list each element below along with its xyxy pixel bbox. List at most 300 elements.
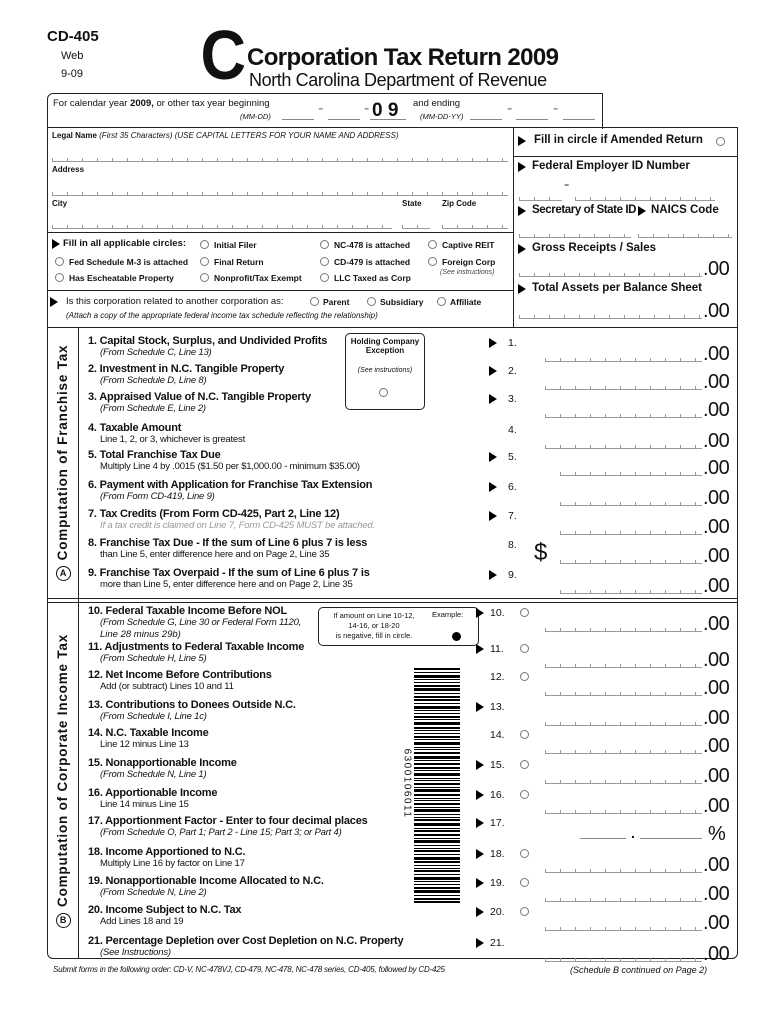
cents-label: .00 bbox=[703, 430, 730, 452]
holding-company-note: (See instructions) bbox=[357, 367, 413, 374]
line-subtitle: (See Instructions) bbox=[100, 947, 171, 958]
barcode-bar bbox=[414, 874, 460, 875]
naics-label: NAICS Code bbox=[651, 204, 719, 216]
arrow-icon bbox=[518, 136, 526, 146]
cents-label: .00 bbox=[703, 735, 730, 757]
line-number: 17. bbox=[490, 817, 505, 829]
end-date-hint: (MM-DD-YY) bbox=[420, 112, 464, 121]
line-number: 6. bbox=[508, 481, 517, 493]
line-title: 9. Franchise Tax Overpaid - If the sum of Line 6 plus 7 is bbox=[88, 567, 370, 579]
arrow-icon bbox=[489, 452, 497, 462]
end-day-field[interactable] bbox=[516, 118, 548, 120]
begin-year-value: 0 9 bbox=[372, 100, 399, 121]
amended-return-label: Fill in circle if Amended Return bbox=[534, 134, 703, 146]
cents-label: .00 bbox=[703, 854, 730, 876]
negative-amount-circle[interactable] bbox=[520, 672, 529, 681]
sos-id-label: Secretary of State ID bbox=[532, 204, 637, 216]
negative-amount-circle[interactable] bbox=[520, 907, 529, 916]
amount-field[interactable] bbox=[545, 809, 702, 814]
amount-field[interactable] bbox=[545, 663, 702, 668]
see-instructions-note: (See instructions) bbox=[440, 269, 495, 276]
percent-sign: % bbox=[708, 823, 726, 845]
amended-return-circle[interactable] bbox=[716, 137, 725, 146]
arrow-icon bbox=[489, 482, 497, 492]
amount-field[interactable] bbox=[560, 589, 702, 594]
barcode-bar bbox=[414, 834, 460, 836]
amount-field[interactable] bbox=[545, 444, 702, 449]
related-option-label: Parent bbox=[323, 297, 350, 307]
negative-amount-circle[interactable] bbox=[520, 760, 529, 769]
section-a-title-text: Computation of Franchise Tax bbox=[55, 344, 71, 561]
amount-field[interactable] bbox=[545, 868, 702, 873]
decimal-point: . bbox=[631, 825, 635, 841]
line-title: 6. Payment with Application for Franchise Tax Extension bbox=[88, 479, 373, 491]
barcode-bar bbox=[414, 675, 460, 678]
tax-year-prefix: For calendar year bbox=[53, 98, 131, 109]
option-circle[interactable] bbox=[200, 273, 209, 282]
total-assets-label: Total Assets per Balance Sheet bbox=[532, 282, 703, 294]
line-subtitle: (From Schedule D, Line 8) bbox=[100, 375, 207, 386]
barcode-bar bbox=[414, 823, 460, 826]
line-subtitle: (From Schedule I, Line 1c) bbox=[100, 711, 207, 722]
arrow-icon bbox=[476, 702, 484, 712]
line-title: 16. Apportionable Income bbox=[88, 787, 218, 799]
cents-label: .00 bbox=[703, 487, 730, 509]
cents-label: .00 bbox=[703, 399, 730, 421]
line-number: 12. bbox=[490, 671, 505, 683]
amount-field[interactable] bbox=[545, 413, 702, 418]
arrow-icon bbox=[518, 206, 526, 216]
cents-label: .00 bbox=[703, 765, 730, 787]
date-dash: - bbox=[364, 100, 370, 117]
line-number: 18. bbox=[490, 848, 505, 860]
amount-field[interactable] bbox=[560, 471, 702, 476]
cents-label: .00 bbox=[703, 943, 730, 965]
cents-label: .00 bbox=[703, 457, 730, 479]
barcode-bar bbox=[414, 787, 460, 788]
negative-amount-circle[interactable] bbox=[520, 730, 529, 739]
section-b-title-text: Computation of Corporate Income Tax bbox=[55, 633, 71, 907]
amount-field[interactable] bbox=[545, 385, 702, 390]
arrow-icon bbox=[518, 162, 526, 172]
line-number: 21. bbox=[490, 937, 505, 949]
arrow-icon bbox=[52, 239, 60, 249]
arrow-icon bbox=[489, 570, 497, 580]
barcode-bar bbox=[414, 881, 460, 882]
section-a-letter: A bbox=[56, 566, 71, 581]
legal-name-field[interactable] bbox=[52, 157, 508, 162]
cents-label: .00 bbox=[703, 883, 730, 905]
cents-label: .00 bbox=[703, 516, 730, 538]
begin-date-hint: (MM-DD) bbox=[240, 112, 271, 121]
barcode-bar bbox=[414, 730, 460, 731]
zip-field[interactable] bbox=[442, 224, 508, 229]
legal-name-label: Legal Name bbox=[52, 131, 97, 140]
related-option-circle[interactable] bbox=[310, 297, 319, 306]
form-number: CD-405 bbox=[47, 28, 99, 45]
date-dash: - bbox=[553, 100, 559, 117]
amount-field[interactable] bbox=[545, 957, 702, 962]
line-subtitle: (From Schedule C, Line 13) bbox=[100, 347, 212, 358]
cents-label: .00 bbox=[703, 545, 730, 567]
barcode-bar bbox=[414, 713, 460, 714]
barcode-bar bbox=[414, 890, 460, 893]
cents-label: .00 bbox=[703, 300, 730, 322]
line-subtitle: Add Lines 18 and 19 bbox=[100, 916, 184, 927]
amount-field[interactable] bbox=[545, 627, 702, 632]
line-title: 10. Federal Taxable Income Before NOL bbox=[88, 605, 288, 617]
arrow-icon bbox=[489, 366, 497, 376]
amount-field[interactable] bbox=[545, 721, 702, 726]
barcode-bar bbox=[414, 861, 460, 863]
begin-month-field[interactable] bbox=[282, 118, 314, 120]
amount-field[interactable] bbox=[545, 749, 702, 754]
arrow-icon bbox=[476, 849, 484, 859]
barcode-bar bbox=[414, 857, 460, 860]
arrow-icon bbox=[476, 790, 484, 800]
divider bbox=[47, 290, 513, 291]
barcode-bar bbox=[414, 752, 460, 754]
apportionment-whole-field[interactable] bbox=[580, 837, 626, 839]
barcode-bar bbox=[414, 756, 460, 759]
option-circle[interactable] bbox=[428, 240, 437, 249]
fein-label: Federal Employer ID Number bbox=[532, 160, 690, 172]
line-title: 12. Net Income Before Contributions bbox=[88, 669, 272, 681]
barcode-bar bbox=[414, 850, 460, 852]
option-label: Nonprofit/Tax Exempt bbox=[214, 273, 302, 283]
barcode-bar bbox=[414, 747, 460, 748]
barcode-bar bbox=[414, 733, 460, 734]
line-title: 11. Adjustments to Federal Taxable Income bbox=[88, 641, 305, 653]
form-revision: 9-09 bbox=[61, 68, 84, 80]
option-label: CD-479 is attached bbox=[334, 257, 411, 267]
tax-year-suffix: or other tax year beginning bbox=[153, 98, 270, 109]
line-title: 1. Capital Stock, Surplus, and Undivided Profits bbox=[88, 335, 328, 347]
line-title: 5. Total Franchise Tax Due bbox=[88, 449, 221, 461]
filled-circle-example bbox=[452, 632, 461, 641]
end-month-field[interactable] bbox=[470, 118, 502, 120]
line-subtitle: (From Schedule H, Line 5) bbox=[100, 653, 207, 664]
section-b-letter: B bbox=[56, 913, 71, 928]
line-subtitle: Line 14 minus Line 15 bbox=[100, 799, 189, 810]
tax-year-label bbox=[53, 98, 270, 109]
cents-label: .00 bbox=[703, 371, 730, 393]
arrow-icon bbox=[476, 938, 484, 948]
barcode-bar bbox=[414, 760, 460, 761]
fein-prefix-field[interactable] bbox=[519, 196, 562, 201]
arrow-icon bbox=[476, 878, 484, 888]
line-number: 13. bbox=[490, 701, 505, 713]
line-number: 8. bbox=[508, 539, 517, 551]
line-subtitle: (From Schedule N, Line 2) bbox=[100, 887, 207, 898]
cents-label: .00 bbox=[703, 343, 730, 365]
barcode-bar bbox=[414, 672, 460, 673]
barcode-bar bbox=[414, 783, 460, 785]
negative-note-line: is negative, fill in circle. bbox=[335, 631, 413, 640]
cents-label: .00 bbox=[703, 912, 730, 934]
arrow-icon bbox=[518, 244, 526, 254]
barcode-bar bbox=[414, 845, 460, 846]
begin-year-field[interactable] bbox=[370, 118, 406, 120]
cents-label: .00 bbox=[703, 707, 730, 729]
barcode-bar bbox=[414, 807, 460, 808]
line-title: 21. Percentage Depletion over Cost Depletion on N.C. Property bbox=[88, 935, 404, 947]
barcode-bar bbox=[414, 848, 460, 849]
dollar-sign: $ bbox=[534, 539, 547, 566]
apportionment-decimal-field[interactable] bbox=[640, 837, 702, 839]
divider bbox=[47, 232, 513, 233]
barcode-bar bbox=[414, 742, 460, 745]
barcode-bar bbox=[414, 773, 460, 776]
option-circle[interactable] bbox=[55, 257, 64, 266]
barcode-number: 6300106011 bbox=[401, 748, 413, 819]
line-title: 3. Appraised Value of N.C. Tangible Property bbox=[88, 391, 311, 403]
form-version: Web bbox=[61, 50, 84, 62]
negative-amount-circle[interactable] bbox=[520, 878, 529, 887]
barcode-bar bbox=[414, 778, 460, 779]
line-subtitle: (From Schedule N, Line 1) bbox=[100, 769, 207, 780]
arrow-icon bbox=[50, 297, 58, 307]
line-number: 20. bbox=[490, 906, 505, 918]
page-subtitle: North Carolina Department of Revenue bbox=[249, 70, 547, 90]
barcode-bar bbox=[414, 767, 460, 769]
barcode-bar bbox=[414, 809, 460, 812]
arrow-icon bbox=[638, 206, 646, 216]
tax-year: 2009, bbox=[130, 98, 154, 109]
line-title: 7. Tax Credits (From Form CD-425, Part 2, Line 12) bbox=[88, 508, 340, 520]
option-label: Has Escheatable Property bbox=[69, 273, 174, 283]
option-label: LLC Taxed as Corp bbox=[334, 273, 411, 283]
arrow-icon bbox=[489, 394, 497, 404]
option-circle[interactable] bbox=[428, 257, 437, 266]
barcode-bar bbox=[414, 803, 460, 805]
option-circle[interactable] bbox=[55, 273, 64, 282]
line-subtitle: Multiply Line 4 by .0015 ($1.50 per $1,000.00 - minimum $35.00) bbox=[100, 461, 360, 472]
line-subtitle: Line 1, 2, or 3, whichever is greatest bbox=[100, 434, 246, 445]
line-number: 19. bbox=[490, 877, 505, 889]
line-title: 19. Nonapportionable Income Allocated to N.C. bbox=[88, 875, 324, 887]
barcode-bar bbox=[414, 901, 460, 903]
barcode-bar bbox=[414, 696, 460, 698]
page-title: Corporation Tax Return 2009 bbox=[247, 44, 559, 71]
barcode-bar bbox=[414, 770, 460, 771]
amount-field[interactable] bbox=[560, 559, 702, 564]
line-title: 8. Franchise Tax Due - If the sum of Line 6 plus 7 is less bbox=[88, 537, 368, 549]
line-subtitle: If a tax credit is claimed on Line 7, Form CD-425 MUST be attached. bbox=[100, 520, 375, 531]
gross-receipts-field[interactable] bbox=[519, 272, 702, 277]
related-option-label: Affiliate bbox=[450, 297, 482, 307]
barcode-bar bbox=[414, 685, 460, 687]
address-field[interactable] bbox=[52, 191, 508, 196]
line-title: 15. Nonapportionable Income bbox=[88, 757, 237, 769]
line-number: 14. bbox=[490, 729, 505, 741]
city-field[interactable] bbox=[52, 224, 392, 229]
line-number: 7. bbox=[508, 510, 517, 522]
line-number: 1. bbox=[508, 337, 517, 349]
barcode-bar bbox=[414, 719, 460, 720]
line-title: 17. Apportionment Factor - Enter to four decimal places bbox=[88, 815, 368, 827]
line-number: 11. bbox=[490, 643, 504, 655]
line-subtitle: (From Form CD-419, Line 9) bbox=[100, 491, 215, 502]
negative-note-text bbox=[324, 611, 424, 641]
barcode-bar bbox=[414, 895, 460, 896]
fein-dash: - bbox=[564, 176, 570, 193]
barcode-bar bbox=[414, 838, 460, 839]
example-label: Example: bbox=[432, 610, 464, 619]
negative-amount-circle[interactable] bbox=[520, 608, 529, 617]
barcode-bar bbox=[414, 688, 460, 691]
option-label: Captive REIT bbox=[442, 240, 495, 250]
arrow-icon bbox=[476, 907, 484, 917]
barcode-bar bbox=[414, 800, 460, 801]
and-ending-label: and ending bbox=[413, 98, 461, 109]
amount-field[interactable] bbox=[560, 501, 702, 506]
arrow-icon bbox=[476, 818, 484, 828]
option-circle[interactable] bbox=[320, 257, 329, 266]
option-label: Fed Schedule M-3 is attached bbox=[69, 257, 189, 267]
option-label: Initial Filer bbox=[214, 240, 257, 250]
barcode-bar bbox=[414, 722, 460, 725]
negative-amount-circle[interactable] bbox=[520, 644, 529, 653]
barcode-bar bbox=[414, 865, 460, 866]
amount-field[interactable] bbox=[545, 926, 702, 931]
applicable-circles-label: Fill in all applicable circles: bbox=[63, 238, 187, 249]
sos-id-field[interactable] bbox=[519, 233, 631, 238]
line-title: 13. Contributions to Donees Outside N.C. bbox=[88, 699, 296, 711]
line-subtitle: Line 28 minus 29b) bbox=[100, 629, 181, 640]
divider bbox=[47, 327, 738, 328]
related-question: Is this corporation related to another corporation as: bbox=[66, 296, 284, 307]
barcode-bar bbox=[414, 884, 460, 885]
holding-company-circle[interactable] bbox=[379, 388, 388, 397]
barcode-bar bbox=[414, 868, 460, 869]
related-option-circle[interactable] bbox=[367, 297, 376, 306]
line-number: 2. bbox=[508, 365, 517, 377]
naics-field[interactable] bbox=[638, 233, 732, 238]
line-subtitle: Line 12 minus Line 13 bbox=[100, 739, 189, 750]
option-circle[interactable] bbox=[320, 273, 329, 282]
barcode-bar bbox=[414, 898, 460, 900]
barcode-bar bbox=[414, 703, 460, 704]
total-assets-field[interactable] bbox=[519, 314, 702, 319]
related-note: (Attach a copy of the appropriate federal income tax schedule reflecting the relationship) bbox=[66, 311, 378, 320]
barcode-bar bbox=[414, 749, 460, 750]
amount-field[interactable] bbox=[560, 530, 702, 535]
barcode-bar bbox=[414, 840, 460, 843]
barcode-bar bbox=[414, 710, 460, 711]
related-option-circle[interactable] bbox=[437, 297, 446, 306]
line-number: 5. bbox=[508, 451, 517, 463]
barcode-bar bbox=[414, 706, 460, 709]
related-option-label: Subsidiary bbox=[380, 297, 424, 307]
submission-order-note: Submit forms in the following order: CD-V, NC-478VJ, CD-479, NC-478, NC-478 series, CD-405, followed by CD-425 bbox=[53, 965, 445, 974]
option-circle[interactable] bbox=[200, 240, 209, 249]
arrow-icon bbox=[518, 284, 526, 294]
barcode-bar bbox=[414, 814, 460, 815]
negative-note-line: If amount on Line 10-12, bbox=[333, 611, 415, 620]
line-title: 4. Taxable Amount bbox=[88, 422, 182, 434]
negative-amount-circle[interactable] bbox=[520, 849, 529, 858]
continued-note: (Schedule B continued on Page 2) bbox=[570, 965, 708, 975]
divider bbox=[47, 602, 738, 603]
begin-day-field[interactable] bbox=[328, 118, 360, 120]
negative-note-line: 14-16, or 18-20 bbox=[348, 621, 400, 630]
amount-field[interactable] bbox=[545, 779, 702, 784]
line-subtitle: (From Schedule O, Part 1; Part 2 - Line 15; Part 3; or Part 4) bbox=[100, 827, 342, 838]
option-circle[interactable] bbox=[200, 257, 209, 266]
option-label: Foreign Corp bbox=[442, 257, 496, 267]
line-subtitle: (From Schedule E, Line 2) bbox=[100, 403, 206, 414]
barcode-bar bbox=[414, 854, 460, 855]
line-number: 16. bbox=[490, 789, 505, 801]
barcode-bar bbox=[414, 763, 460, 765]
state-field[interactable] bbox=[402, 224, 430, 229]
barcode-bar bbox=[414, 716, 460, 718]
negative-amount-circle[interactable] bbox=[520, 790, 529, 799]
amount-field[interactable] bbox=[545, 691, 702, 696]
divider bbox=[513, 156, 738, 157]
line-number: 3. bbox=[508, 393, 517, 405]
section-a-title bbox=[55, 343, 71, 583]
city-label: City bbox=[52, 199, 68, 208]
amount-field[interactable] bbox=[545, 357, 702, 362]
barcode-bar bbox=[414, 819, 460, 821]
barcode bbox=[414, 668, 460, 908]
line-number: 10. bbox=[490, 607, 505, 619]
line-number: 4. bbox=[508, 424, 517, 436]
barcode-bar bbox=[414, 693, 460, 694]
arrow-icon bbox=[489, 338, 497, 348]
amount-field[interactable] bbox=[545, 897, 702, 902]
date-dash: - bbox=[318, 100, 324, 117]
barcode-bar bbox=[414, 798, 460, 799]
fein-suffix-field[interactable] bbox=[575, 196, 715, 201]
end-year-field[interactable] bbox=[563, 118, 595, 120]
gross-receipts-label: Gross Receipts / Sales bbox=[532, 242, 657, 254]
cents-label: .00 bbox=[703, 258, 730, 280]
line-subtitle: (From Schedule G, Line 30 or Federal Form 1120, bbox=[100, 617, 302, 628]
line-subtitle: more than Line 5, enter difference here and on Page 2, Line 35 bbox=[100, 579, 353, 590]
option-label: NC-478 is attached bbox=[334, 240, 411, 250]
line-subtitle: Add (or subtract) Lines 10 and 11 bbox=[100, 681, 234, 692]
barcode-bar bbox=[414, 739, 460, 740]
divider bbox=[513, 127, 514, 327]
line-title: 20. Income Subject to N.C. Tax bbox=[88, 904, 242, 916]
barcode-bar bbox=[414, 679, 460, 680]
date-dash: - bbox=[507, 100, 513, 117]
barcode-bar bbox=[414, 794, 460, 796]
line-number: 15. bbox=[490, 759, 505, 771]
barcode-bar bbox=[414, 817, 460, 818]
state-label: State bbox=[402, 199, 422, 208]
barcode-bar bbox=[414, 699, 460, 701]
line-title: 2. Investment in N.C. Tangible Property bbox=[88, 363, 285, 375]
barcode-bar bbox=[414, 828, 460, 829]
logo-letter: C bbox=[200, 16, 247, 94]
holding-company-title: Holding Company Exception bbox=[350, 337, 420, 355]
option-circle[interactable] bbox=[320, 240, 329, 249]
cents-label: .00 bbox=[703, 613, 730, 635]
line-title: 18. Income Apportioned to N.C. bbox=[88, 846, 246, 858]
cents-label: .00 bbox=[703, 677, 730, 699]
legal-name-hint: (First 35 Characters) (USE CAPITAL LETTERS FOR YOUR NAME AND ADDRESS) bbox=[99, 131, 399, 140]
arrow-icon bbox=[489, 511, 497, 521]
barcode-bar bbox=[414, 727, 460, 729]
barcode-bar bbox=[414, 780, 460, 781]
section-b-title bbox=[55, 633, 71, 928]
barcode-bar bbox=[414, 736, 460, 738]
arrow-icon bbox=[476, 644, 484, 654]
